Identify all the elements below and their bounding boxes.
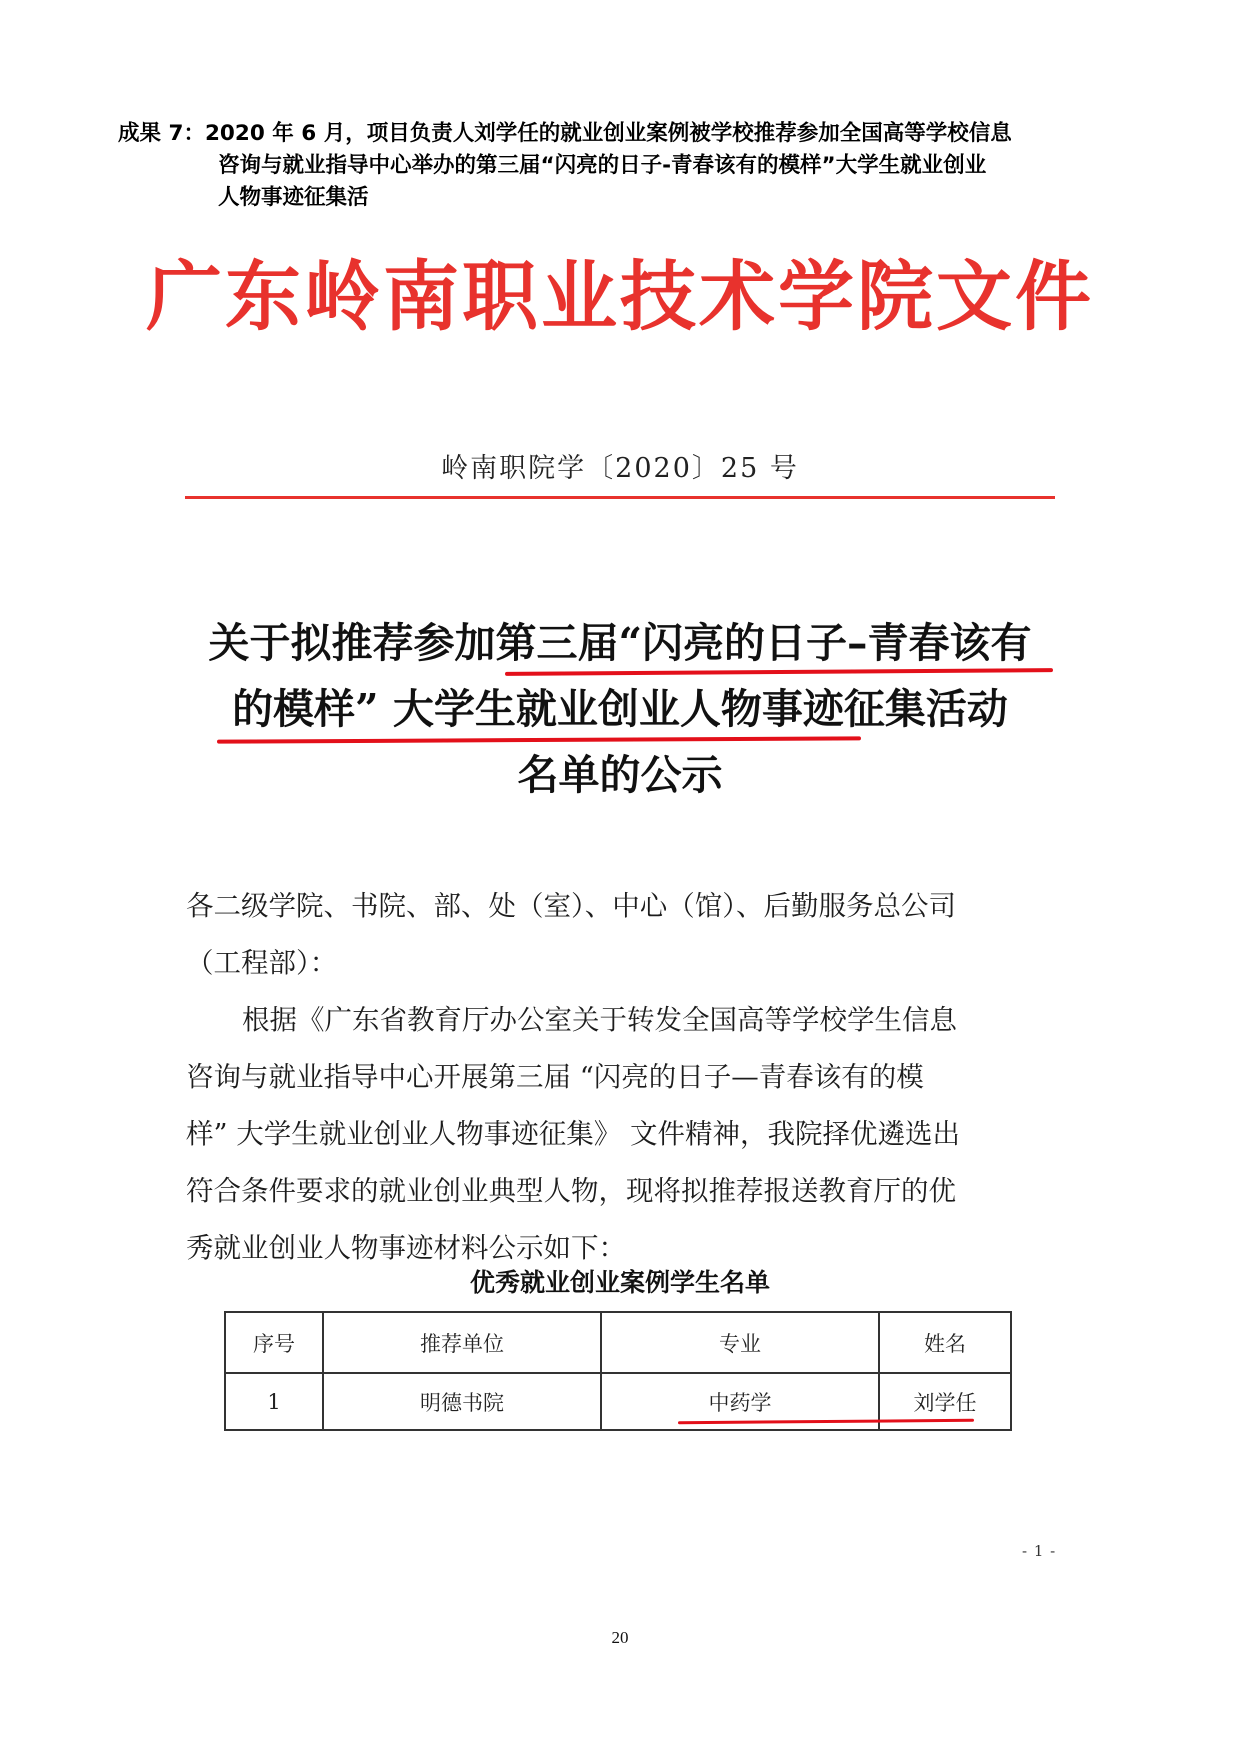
header-name: 姓名	[879, 1312, 1011, 1373]
student-list-table	[224, 1311, 1012, 1431]
notice-title-line-2: 的模样” 大学生就业创业人物事迹征集活动	[232, 685, 1008, 733]
document-number: 岭南职院学〔2020〕25 号	[441, 453, 799, 484]
body-line: 符合条件要求的就业创业典型人物，现将拟推荐报送教育厅的优	[186, 1175, 956, 1207]
letterhead-divider	[185, 496, 1055, 499]
caption-line-1: 成果 7：2020 年 6 月，项目负责人刘学任的就业创业案例被学校推荐参加全国高等学校信息	[118, 121, 1012, 146]
body-line-salutation-cont: （工程部）：	[186, 947, 338, 979]
cell-name: 刘学任	[879, 1373, 1011, 1430]
caption-line-2: 咨询与就业指导中心举办的第三届“闪亮的日子-青春该有的模样”大学生就业创业	[218, 153, 987, 178]
cell-unit: 明德书院	[323, 1373, 601, 1430]
body-line: 样” 大学生就业创业人物事迹征集》 文件精神，我院择优遴选出	[186, 1118, 961, 1150]
table-caption: 优秀就业创业案例学生名单	[469, 1268, 770, 1297]
caption-line-3: 人物事迹征集活	[218, 185, 369, 210]
header-index: 序号	[225, 1312, 323, 1373]
page-number: 20	[611, 1628, 629, 1647]
cell-index: 1	[225, 1373, 323, 1430]
header-major: 专业	[601, 1312, 879, 1373]
document-page-label: - 1 -	[1022, 1542, 1057, 1560]
body-line-salutation: 各二级学院、书院、部、处（室）、中心（馆）、后勤服务总公司	[186, 890, 956, 922]
body-line: 秀就业创业人物事迹材料公示如下：	[186, 1232, 626, 1264]
table-header-row	[225, 1312, 1011, 1373]
notice-title-line-3: 名单的公示	[517, 751, 723, 799]
letterhead-title: 广东岭南职业技术学院文件	[146, 252, 1094, 341]
notice-body	[186, 878, 1056, 1277]
body-line-paragraph-start: 根据《广东省教育厅办公室关于转发全国高等学校学生信息	[242, 1004, 957, 1036]
notice-title	[170, 610, 1070, 808]
achievement-caption	[118, 118, 1128, 214]
cell-major: 中药学	[601, 1373, 879, 1430]
notice-title-line-1: 关于拟推荐参加第三届“闪亮的日子–青春该有	[208, 619, 1032, 667]
body-line: 咨询与就业指导中心开展第三届 “闪亮的日子—青春该有的模	[186, 1061, 924, 1093]
header-unit: 推荐单位	[323, 1312, 601, 1373]
